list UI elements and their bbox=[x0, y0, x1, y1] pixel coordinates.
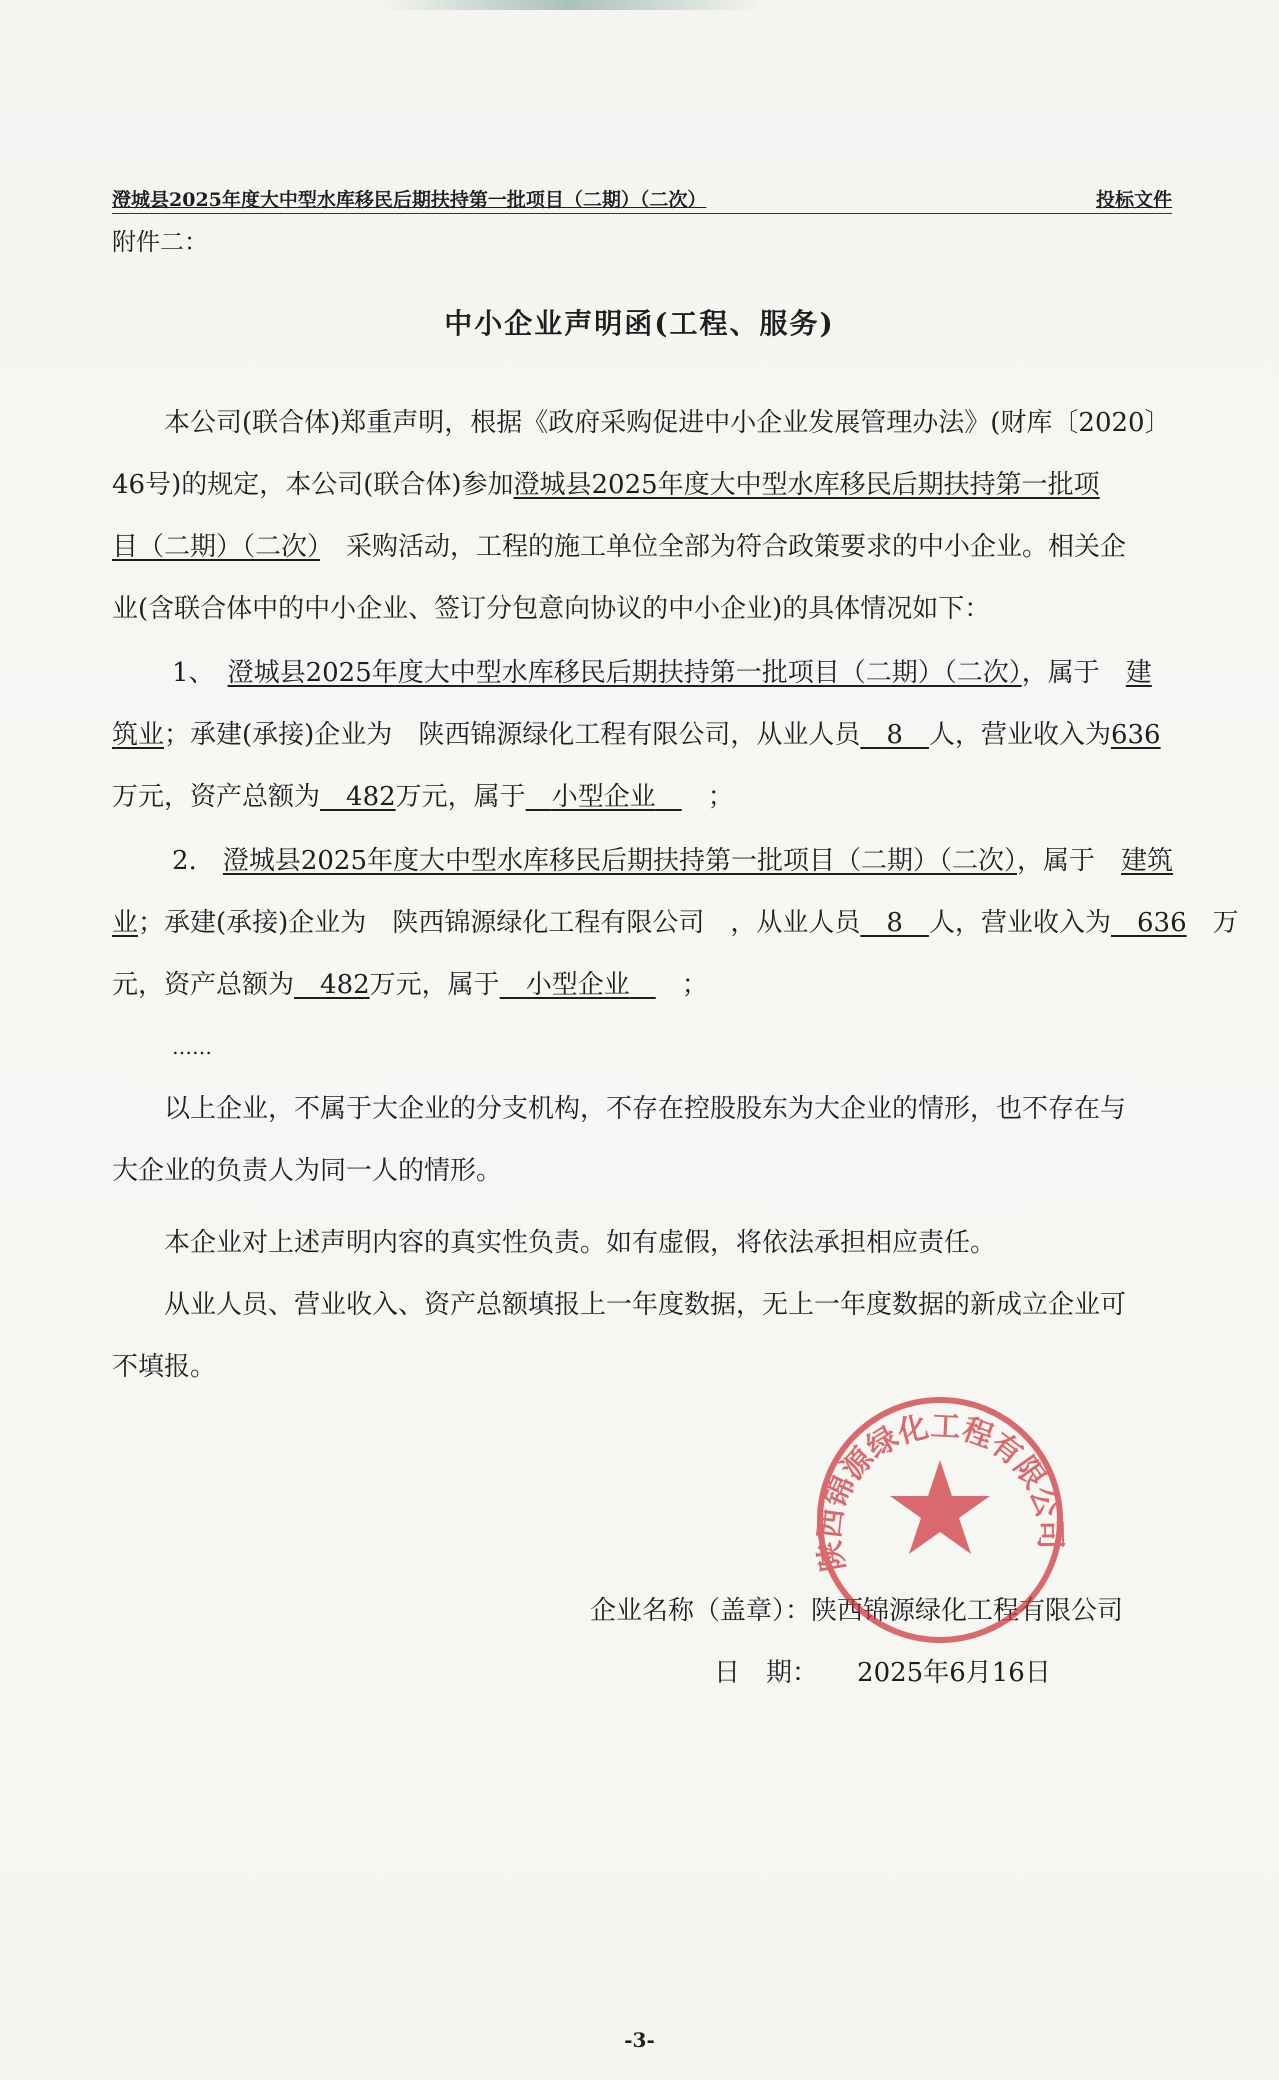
item1-staff bbox=[860, 720, 929, 750]
item1-project: 澄城县2025年度大中型水库移民后期扶持第一批项目（二期）（二次） bbox=[227, 658, 1022, 688]
item2-company: 陕西锦源绿化工程有限公司 bbox=[392, 908, 705, 938]
signature-date-value: 2025年6月16日 bbox=[857, 1658, 1051, 1688]
item1-unit2: 万元，属于 bbox=[395, 782, 526, 812]
item2-assets-value: 482 bbox=[320, 970, 370, 1000]
intro-line-3 bbox=[112, 530, 1126, 564]
item1-line-2 bbox=[112, 718, 1161, 752]
item1-size-value: 小型企业 bbox=[551, 782, 656, 812]
item1-assets bbox=[320, 782, 396, 812]
signature-date-label: 日 期： bbox=[714, 1658, 806, 1688]
item1-size bbox=[526, 782, 682, 812]
item1-industry: 建 bbox=[1125, 658, 1152, 688]
signature-company-name: 陕西锦源绿化工程有限公司 bbox=[811, 1596, 1124, 1626]
item1-staff-value: 8 bbox=[886, 720, 903, 750]
item1-belongs: ，属于 bbox=[1021, 658, 1100, 688]
item2-unit2: 万元，属于 bbox=[369, 970, 500, 1000]
item2-industry: 建筑 bbox=[1121, 846, 1174, 876]
ellipsis: …… bbox=[172, 1035, 212, 1059]
item2-industry-cont: 业 bbox=[112, 908, 139, 938]
item1-line-1 bbox=[172, 656, 1152, 690]
item1-line-3 bbox=[112, 780, 734, 814]
header-project-title: 澄城县2025年度大中型水库移民后期扶持第一批项目（二期）（二次） bbox=[112, 189, 707, 211]
page-header bbox=[112, 183, 1172, 214]
item1-revenue-label: 人，营业收入为 bbox=[928, 720, 1111, 750]
company-seal-stamp bbox=[810, 1390, 1070, 1650]
item2-line-2 bbox=[112, 906, 1239, 940]
intro-line-2-text: 46号)的规定，本公司(联合体)参加 bbox=[112, 470, 514, 500]
item2-unit1: 元，资产总额为 bbox=[112, 970, 295, 1000]
item1-industry-cont: 筑业 bbox=[112, 720, 165, 750]
item2-revenue bbox=[1111, 908, 1187, 938]
attachment-label: 附件二： bbox=[112, 228, 208, 256]
item1-unit1: 万元，资产总额为 bbox=[112, 782, 321, 812]
intro-line-4: 业(含联合体中的中小企业、签订分包意向协议的中小企业)的具体情况如下： bbox=[112, 594, 991, 624]
item1-company: 陕西锦源绿化工程有限公司 bbox=[418, 720, 731, 750]
item2-line-1 bbox=[172, 844, 1173, 878]
intro-project-name-cont: 目（二期）（二次） bbox=[112, 532, 321, 562]
item1-revenue: 636 bbox=[1110, 720, 1161, 750]
item2-line-3 bbox=[112, 968, 708, 1002]
item2-project: 澄城县2025年度大中型水库移民后期扶持第一批项目（二期）（二次） bbox=[222, 846, 1017, 876]
item1-end: ； bbox=[707, 782, 734, 812]
item2-unit0: 万 bbox=[1212, 908, 1239, 938]
item2-revenue-label: 人，营业收入为 bbox=[928, 908, 1111, 938]
item2-number: 2. bbox=[172, 846, 197, 876]
item1-number: 1、 bbox=[172, 658, 202, 688]
intro-line-3-text: 采购活动，工程的施工单位全部为符合政策要求的中小企业。相关企 bbox=[346, 532, 1127, 562]
item2-size bbox=[500, 970, 656, 1000]
item2-belongs: ，属于 bbox=[1017, 846, 1096, 876]
header-doc-type: 投标文件 bbox=[1095, 189, 1172, 211]
statement3-line-2: 不填报。 bbox=[112, 1352, 217, 1382]
item2-staff-label: ，从业人员 bbox=[730, 908, 861, 938]
item2-contractor-label: ；承建(承接)企业为 bbox=[138, 908, 367, 938]
page-number: -3- bbox=[624, 2028, 655, 2052]
item2-staff-value: 8 bbox=[886, 908, 903, 938]
intro-project-name: 澄城县2025年度大中型水库移民后期扶持第一批项 bbox=[513, 470, 1100, 500]
item1-contractor-label: ；承建(承接)企业为 bbox=[164, 720, 393, 750]
intro-line-1: 本公司(联合体)郑重声明，根据《政府采购促进中小企业发展管理办法》(财库〔2020〕 bbox=[164, 408, 1171, 438]
statement1-line-1: 以上企业，不属于大企业的分支机构，不存在控股股东为大企业的情形，也不存在与 bbox=[164, 1094, 1127, 1124]
item2-revenue-value: 636 bbox=[1136, 908, 1187, 938]
item1-staff-label: ，从业人员 bbox=[730, 720, 861, 750]
signature-date bbox=[714, 1656, 1051, 1690]
signature-company-label: 企业名称（盖章）： bbox=[590, 1596, 812, 1626]
item2-end: ； bbox=[681, 970, 708, 1000]
statement1-line-2: 大企业的负责人为同一人的情形。 bbox=[112, 1156, 503, 1186]
item2-staff bbox=[860, 908, 929, 938]
intro-line-2 bbox=[112, 468, 1100, 502]
item2-size-value: 小型企业 bbox=[525, 970, 630, 1000]
statement2: 本企业对上述声明内容的真实性负责。如有虚假，将依法承担相应责任。 bbox=[164, 1228, 997, 1258]
item2-assets bbox=[294, 970, 370, 1000]
seal-text: 陕西锦源绿化工程有限公司 bbox=[812, 1408, 1068, 1574]
seal-star-icon bbox=[890, 1460, 990, 1554]
statement3-line-1: 从业人员、营业收入、资产总额填报上一年度数据，无上一年度数据的新成立企业可 bbox=[164, 1290, 1127, 1320]
document-title: 中小企业声明函(工程、服务) bbox=[444, 307, 835, 340]
scan-smudge bbox=[380, 0, 760, 10]
item1-assets-value: 482 bbox=[346, 782, 396, 812]
